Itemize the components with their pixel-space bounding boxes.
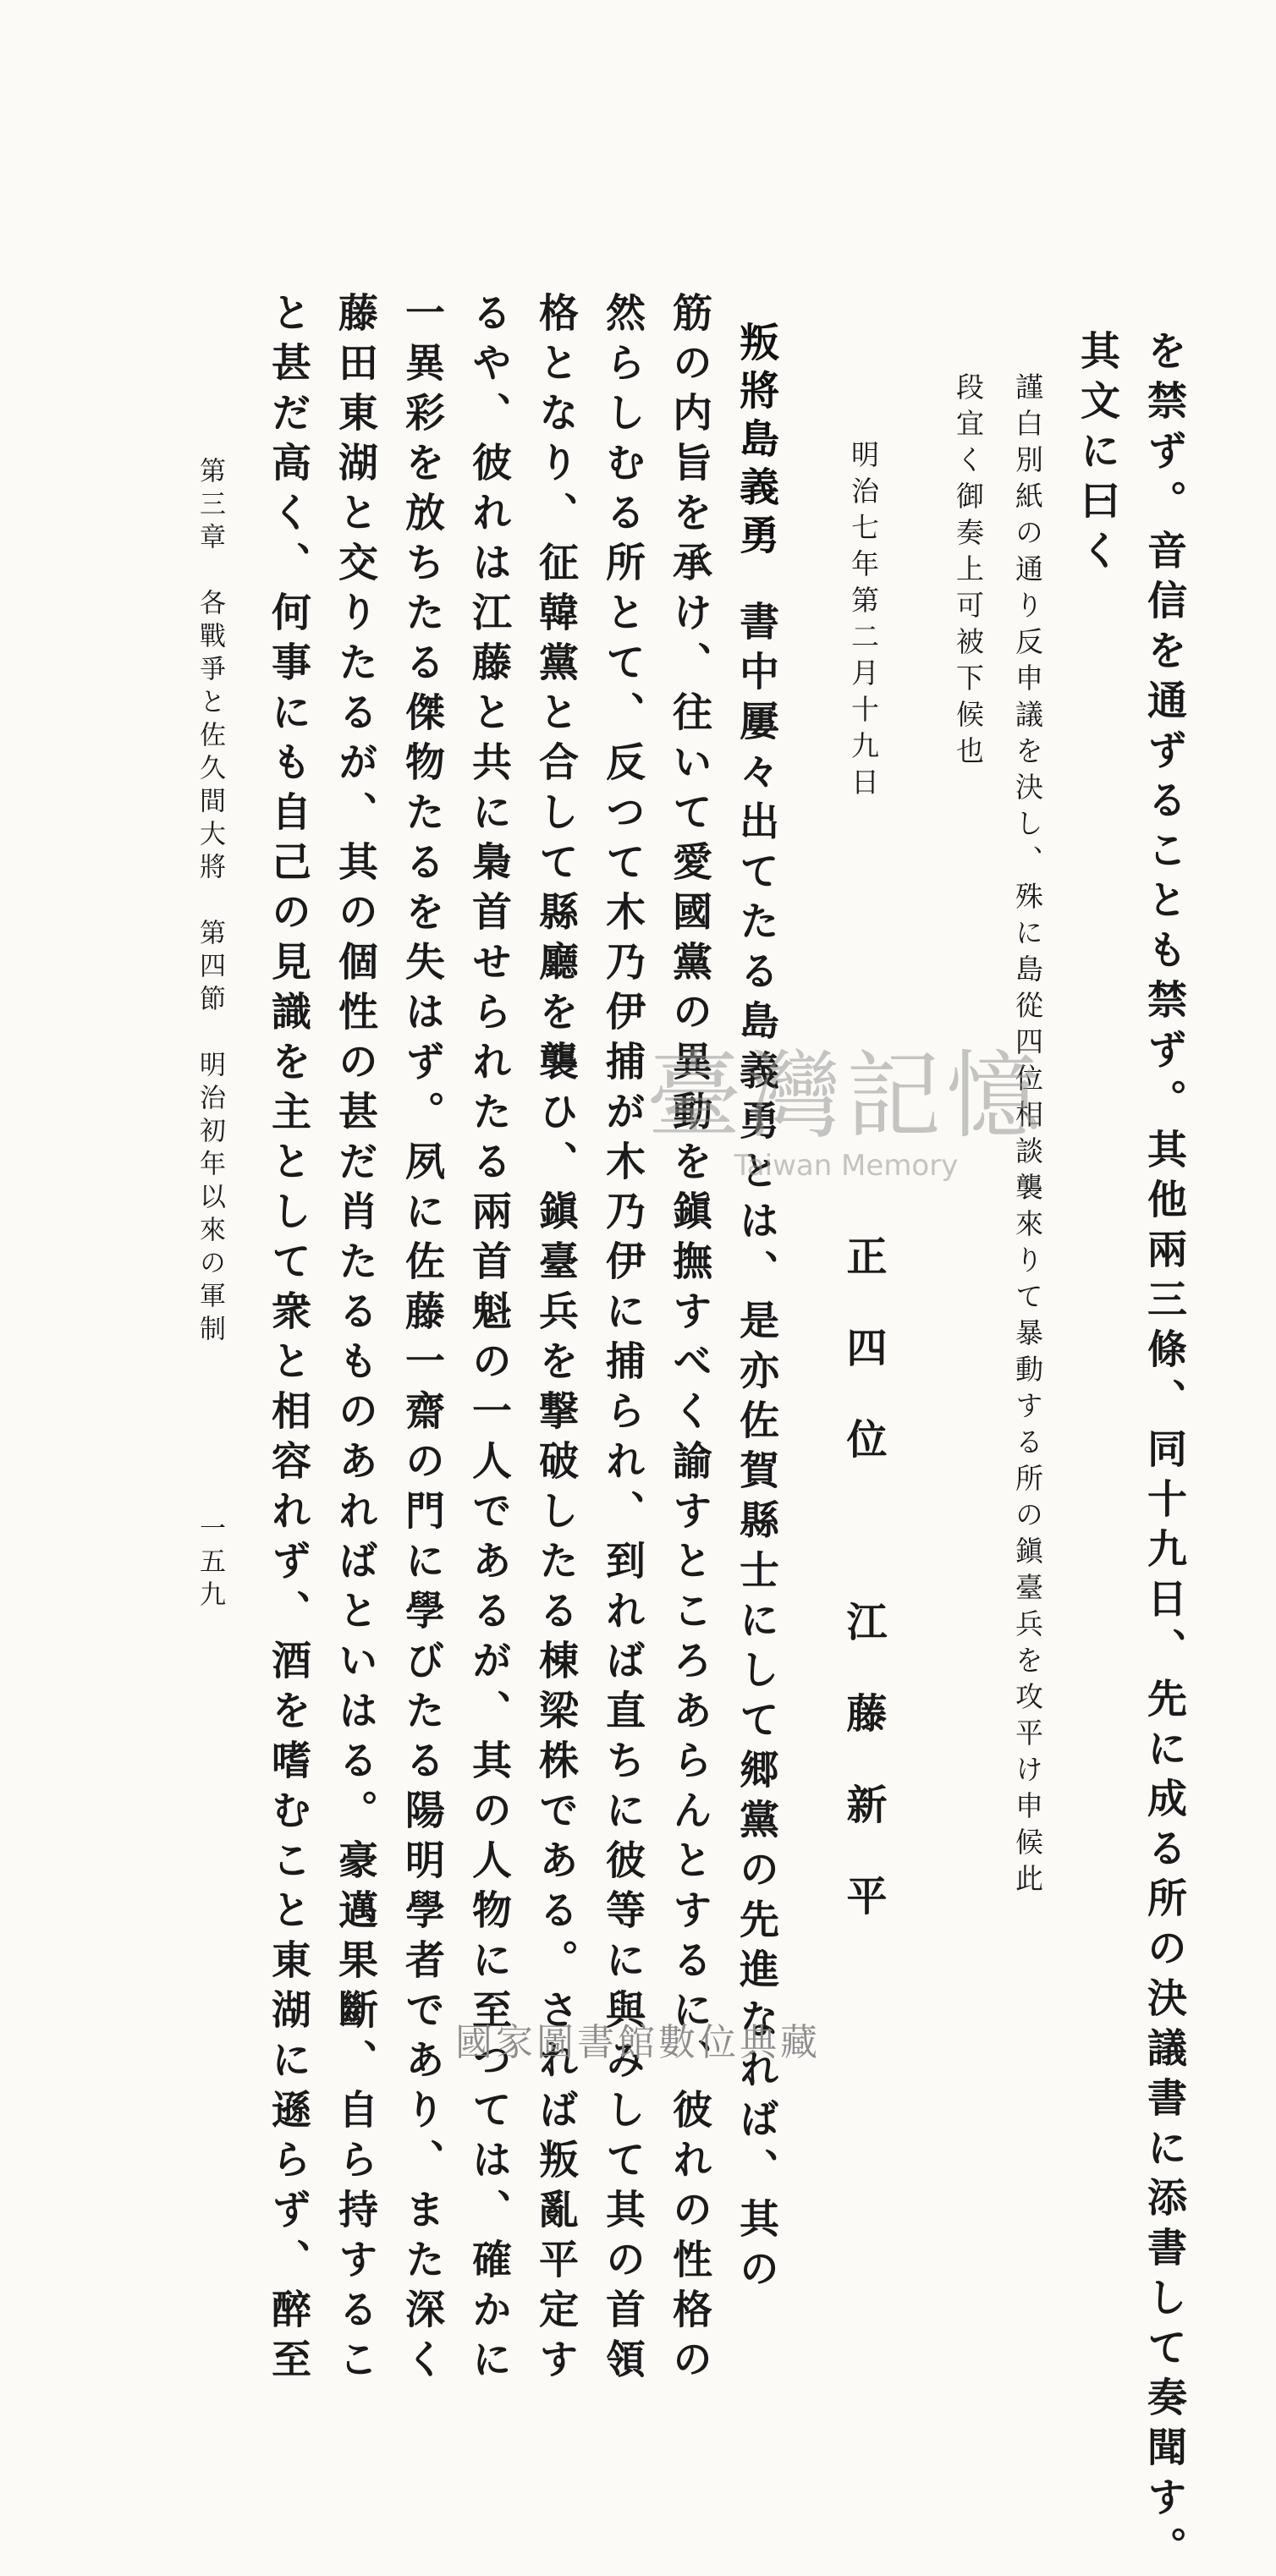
watermark-chinese: 臺灣記憶 <box>646 1041 1046 1151</box>
main-line-8: と甚だ高く、何事にも自己の見識を主として衆と相容れず、酒を嗜むこと東湖に遜らず、醉至 <box>265 292 311 2388</box>
quote-line-2: 段宜く御奏上可被下候也 <box>952 372 985 772</box>
body-line-1: を禁ず。音信を通ずることも禁ず。其他兩三條、同十九日、先に成る所の決議書に添書して奏聞す。 <box>1141 330 1187 2576</box>
section-heading: 叛將島義勇 <box>733 321 779 563</box>
main-line-5: るや、彼れは江藤と共に梟首せられたる兩首魁の一人であるが、其の人物に至つては、確かに <box>465 292 512 2388</box>
document-date: 明治七年第二月十九日 <box>847 440 880 804</box>
watermark-english: Taiwan Memory <box>734 1149 959 1183</box>
library-watermark: 國家圖書館數位典藏 <box>455 2021 821 2064</box>
body-line-2: 其文に曰く <box>1074 330 1120 579</box>
main-line-6: 一異彩を放ちたる傑物たるを失はず。夙に佐藤一齋の門に學びたる陽明學者であり、また深く <box>399 292 445 2388</box>
main-line-3: 然らしむる所とて、反つて木乃伊捕が木乃伊に捕られ、到れば直ちに彼等に與みして其の首領 <box>599 292 646 2388</box>
document-signer: 正四位 江藤新平 <box>839 1235 887 1966</box>
running-head: 第三章 各戰爭と佐久間大將 第四節 明治初年以來の軍制 <box>195 457 225 1348</box>
main-line-7: 藤田東湖と交りたるが、其の個性の甚だ肖たるものあればといはる。豪邁果斷、自ら持するこ <box>332 292 378 2388</box>
main-line-4: 格となり、征韓黨と合して縣廳を襲ひ、鎭臺兵を撃破したる棟梁株である。されば叛亂平定す <box>532 292 579 2388</box>
taiwan-memory-watermark <box>626 1041 1066 1183</box>
main-line-1: 書中屢々出てたる島義勇とは、是亦佐賀縣士にして郷黨の先進なれば、其の <box>733 601 779 2298</box>
main-line-2: 筋の内旨を承け、往いて愛國黨の異動を鎭撫すべく諭すところあらんとするに、彼れの性格の <box>666 292 712 2388</box>
quote-line-1: 謹白別紙の通り反申議を決し、殊に島從四位相談襲來りて暴動する所の鎭臺兵を攻平け申候此 <box>1011 372 1044 1900</box>
page-number: 一五九 <box>195 1514 225 1613</box>
